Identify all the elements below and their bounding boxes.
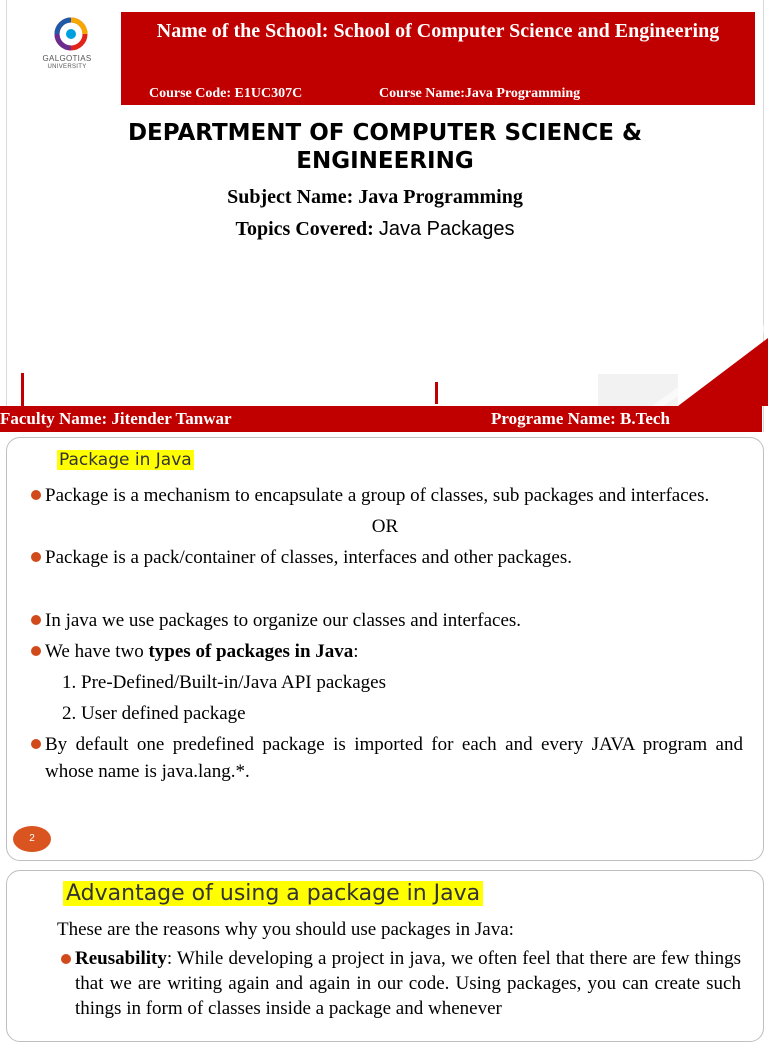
bullet-bold-text: types of packages in Java	[148, 641, 354, 662]
bullet-item: In java we use packages to organize our classes and interfaces.	[27, 607, 743, 634]
bullet-item: Package is a pack/container of classes, interfaces and other packages.	[27, 544, 743, 571]
bullet-text: :	[353, 641, 359, 662]
bullet-bold-text: Reusability	[75, 948, 167, 969]
page-number-badge: 2	[13, 826, 51, 852]
bullet-text: : While developing a project in java, we often feel that there are few things that we are writing again and again in our code. Using packages, you can create such things in form of classes inside a package and whenever	[75, 948, 741, 1019]
bullet-item-types	[27, 638, 743, 665]
advantage-slide	[6, 870, 764, 1042]
decor-bar-mid	[435, 382, 438, 404]
topics-covered	[7, 218, 743, 241]
decor-bar-left	[21, 373, 24, 407]
course-code: Course Code: E1UC307C	[149, 86, 303, 101]
slide-title: Advantage of using a package in Java	[63, 881, 483, 906]
programe-name: Programe Name: B.Tech	[491, 409, 670, 428]
course-name: Course Name:Java Programming	[379, 86, 581, 101]
school-name: Name of the School: School of Computer Science and Engineering	[156, 20, 720, 42]
bullet-item: By default one predefined package is imported for each and every JAVA program and whose name is java.lang.*.	[27, 731, 743, 785]
numbered-item: 2. User defined package	[62, 703, 246, 724]
intro-text: These are the reasons why you should use packages in Java:	[57, 919, 514, 940]
topics-value: Java Packages	[378, 218, 515, 240]
slide-body	[57, 917, 741, 1021]
logo-wordmark: GALGOTIAS UNIVERSITY	[42, 54, 92, 70]
topics-label: Topics Covered:	[235, 218, 374, 240]
footer-band	[0, 406, 762, 432]
bullet-item: Package is a mechanism to encapsulate a group of classes, sub packages and interfaces.	[27, 482, 743, 509]
faculty-name: Faculty Name: Jitender Tanwar	[0, 409, 232, 428]
slide-title: Package in Java	[59, 450, 192, 470]
department-title: DEPARTMENT OF COMPUTER SCIENCE & ENGINEERING	[127, 120, 643, 174]
title-slide	[6, 0, 764, 432]
bullet-text: We have two	[45, 641, 149, 662]
subject-name: Subject Name: Java Programming	[227, 186, 523, 208]
slide-body	[27, 482, 743, 785]
galgotias-logo-icon	[27, 16, 107, 56]
or-separator: OR	[371, 516, 399, 537]
bullet-item-reusability	[57, 946, 741, 1021]
header-band	[121, 12, 755, 105]
package-slide	[6, 437, 764, 861]
university-logo	[27, 16, 107, 80]
numbered-item: 1. Pre-Defined/Built-in/Java API packages	[62, 672, 386, 693]
